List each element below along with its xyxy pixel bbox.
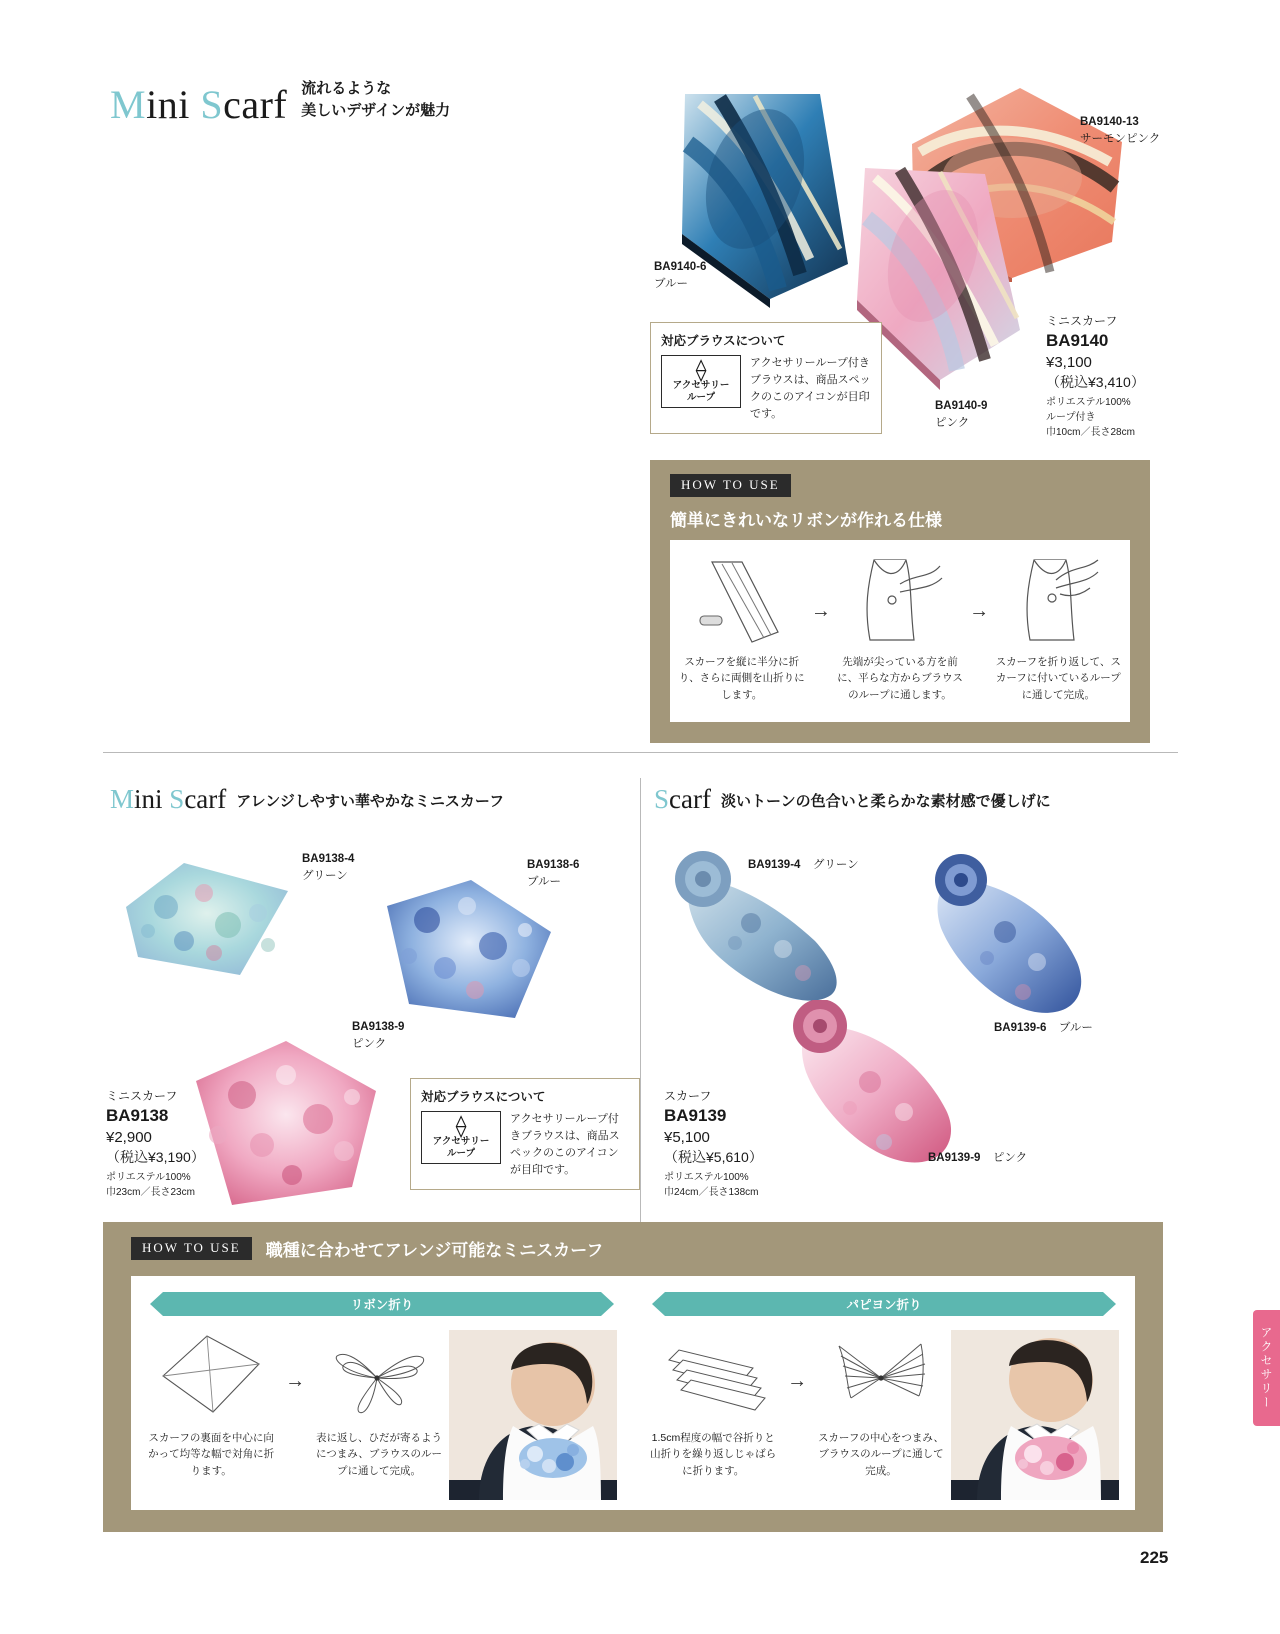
swatch-label-ba9139-6 (994, 1018, 1093, 1037)
swatch-code: BA9138-4 (302, 853, 355, 865)
top-subtitle-line2: 美しいデザインが魅力 (301, 101, 451, 119)
swatch-label-ba9140-9 (935, 398, 987, 431)
swatch-code: BA9138-6 (527, 859, 580, 871)
title-cap-s: S (169, 784, 185, 814)
how-step-2 (817, 1330, 945, 1479)
title-carf: carf (184, 784, 227, 814)
product-spec-size: 巾24cm／長さ138cm (664, 1187, 759, 1199)
loop-info-box-top (650, 322, 882, 434)
loop-icon-label2: ループ (446, 1147, 476, 1159)
how-to-use-panel-top (650, 460, 1150, 743)
how-group-papillon (633, 1276, 1135, 1510)
swatch-code: BA9139-4 (748, 859, 801, 871)
top-section-heading (110, 78, 450, 125)
swatch-label-ba9139-4 (748, 855, 859, 874)
how-step-caption: スカーフの裏面を中心に向かって均等な幅で対角に折ります。 (148, 1432, 275, 1477)
product-spec-size: 巾23cm／長さ23cm (106, 1187, 195, 1199)
how-step-caption: 先端が尖っている方を前に、平らな方からブラウスのループに通します。 (837, 656, 963, 701)
swatch-code: BA9140-6 (654, 261, 707, 273)
how-step-caption: スカーフを縦に半分に折り、さらに両側を山折りにします。 (678, 656, 805, 701)
title-cap-s: S (654, 784, 670, 814)
product-price-tax: （税込¥3,190） (106, 1149, 205, 1166)
top-title (110, 81, 288, 127)
mid-left-heading (110, 786, 504, 813)
loop-glyph: ⟠ (695, 357, 707, 382)
page-number: 225 (1140, 1548, 1169, 1567)
swatch-label-ba9140-13 (1080, 114, 1160, 147)
how-group-band: パピヨン折り (665, 1292, 1103, 1316)
loop-icon-label1: アクセサリー (432, 1136, 490, 1147)
title-cap-m: M (110, 784, 135, 814)
swatch-code: BA9139-9 (928, 1152, 981, 1164)
swatch-color: ブルー (527, 875, 562, 888)
section-divider-horizontal (103, 752, 1178, 753)
arrow-right-icon: → (285, 1370, 306, 1392)
swatch-code: BA9139-6 (994, 1022, 1047, 1034)
loop-icon-label2: ループ (686, 391, 716, 403)
how-to-use-panel-bottom (103, 1222, 1163, 1532)
product-info-ba9138 (106, 1087, 266, 1200)
how-step-caption: スカーフを折り返して、スカーフに付いているループに通して完成。 (995, 656, 1121, 701)
product-price: ¥2,900 (106, 1128, 152, 1146)
swatch-color: グリーン (812, 859, 859, 871)
product-name: スカーフ (664, 1089, 712, 1103)
swatch-label-ba9139-9 (928, 1148, 1027, 1167)
product-price-tax: （税込¥5,610） (664, 1149, 763, 1166)
loop-info-text: アクセサリーループ付きブラウスは、商品スペックのこのアイコンが目印です。 (750, 357, 871, 421)
how-group-ribbon (131, 1276, 633, 1510)
mid-right-subtitle: 淡いトーンの色合いと柔らかな素材感で優しげに (720, 793, 1051, 810)
swatch-color: ピンク (935, 416, 970, 429)
swatch-label-ba9138-6 (527, 857, 579, 890)
product-price-tax: （税込¥3,410） (1046, 374, 1145, 391)
top-title-ini: ini (146, 81, 201, 127)
loop-info-text: アクセサリーループ付きブラウスは、商品スペックのこのアイコンが目印です。 (510, 1113, 620, 1177)
mid-right-heading (654, 786, 1051, 813)
how-step-2 (836, 554, 963, 703)
how-step-caption: 表に返し、ひだが寄るようにつまみ、ブラウスのループに通して完成。 (315, 1432, 443, 1477)
how-photo-papillon (951, 1330, 1119, 1500)
loop-info-heading: 対応ブラウスについて (661, 334, 786, 348)
product-spec-loop: ループ付き (1046, 412, 1096, 424)
product-code: BA9138 (106, 1106, 169, 1125)
swatch-code: BA9140-13 (1080, 116, 1139, 128)
product-photo-ba9138-4 (118, 855, 298, 985)
product-spec-material: ポリエステル100% (1046, 397, 1131, 409)
finish-diagram-icon (998, 554, 1118, 649)
side-tab-accessory[interactable]: アクセサリー (1253, 1310, 1280, 1426)
swatch-color: サーモンピンク (1080, 132, 1161, 145)
how-to-use-heading: 簡単にきれいなリボンが作れる仕様 (670, 511, 942, 530)
swatch-code: BA9138-9 (352, 1021, 405, 1033)
top-subtitle-line1: 流れるような (301, 80, 392, 97)
how-photo-ribbon (449, 1330, 617, 1500)
swatch-code: BA9140-9 (935, 400, 988, 412)
swatch-color: ブルー (1058, 1022, 1093, 1034)
product-info-ba9139 (664, 1087, 824, 1200)
product-code: BA9139 (664, 1106, 727, 1125)
how-step-1 (147, 1330, 275, 1479)
arrow-right-icon: → (810, 600, 831, 622)
how-to-use-tag: HOW TO USE (670, 474, 791, 497)
product-photo-ba9138-6 (375, 872, 560, 1032)
accessory-loop-icon (661, 355, 741, 408)
top-title-carf: carf (223, 81, 288, 127)
fold-diagram-icon (682, 554, 802, 649)
how-step-caption: スカーフの中心をつまみ、ブラウスのループに通して完成。 (817, 1432, 945, 1477)
swatch-label-ba9138-9 (352, 1019, 404, 1052)
swatch-label-ba9140-6 (654, 259, 706, 292)
how-step-caption: 1.5cm程度の幅で谷折りと山折りを繰り返しじゃばらに折ります。 (650, 1432, 777, 1477)
loop-glyph: ⟠ (455, 1113, 467, 1138)
product-info-ba9140 (1046, 312, 1196, 440)
swatch-color: ピンク (992, 1152, 1028, 1164)
section-divider-vertical (640, 778, 641, 1228)
mid-left-title (110, 786, 226, 813)
top-title-cap-m: M (110, 81, 147, 127)
swatch-color: グリーン (302, 869, 348, 882)
arrow-right-icon: → (969, 600, 990, 622)
how-group-band: リボン折り (163, 1292, 601, 1316)
loop-info-box-mid (410, 1078, 640, 1190)
top-title-cap-s: S (200, 81, 224, 127)
product-name: ミニスカーフ (106, 1089, 178, 1103)
loop-info-heading: 対応ブラウスについて (421, 1090, 546, 1104)
how-to-use-tag: HOW TO USE (131, 1237, 252, 1260)
blouse-loop-diagram-icon (840, 554, 960, 649)
how-step-3 (995, 554, 1122, 703)
how-to-use-heading: 職種に合わせてアレンジ可能なミニスカーフ (265, 1241, 604, 1260)
how-step-1 (649, 1330, 777, 1479)
product-price: ¥3,100 (1046, 353, 1092, 371)
how-step-2 (315, 1330, 443, 1479)
product-name: ミニスカーフ (1046, 314, 1118, 328)
product-code: BA9140 (1046, 331, 1109, 350)
swatch-color: ピンク (352, 1037, 387, 1050)
product-price: ¥5,100 (664, 1128, 710, 1146)
product-spec-material: ポリエステル100% (664, 1172, 749, 1184)
how-step-1 (678, 554, 805, 703)
loop-icon-label1: アクセサリー (672, 380, 730, 391)
top-subtitle (301, 78, 450, 125)
title-carf: carf (669, 784, 711, 814)
square-fold-diagram-icon (151, 1330, 271, 1425)
arrow-right-icon: → (787, 1370, 808, 1392)
ribbon-pinch-diagram-icon (319, 1330, 439, 1425)
papillon-fan-diagram-icon (821, 1330, 941, 1425)
accessory-loop-icon (421, 1111, 501, 1164)
product-spec-material: ポリエステル100% (106, 1172, 191, 1184)
product-spec-size: 巾10cm／長さ28cm (1046, 427, 1135, 439)
swatch-label-ba9138-4 (302, 851, 354, 884)
mid-left-subtitle: アレンジしやすい華やかなミニスカーフ (236, 793, 505, 810)
mid-right-title (654, 786, 711, 813)
swatch-color: ブルー (654, 277, 689, 290)
title-ini: ini (134, 784, 170, 814)
accordion-fold-diagram-icon (653, 1330, 773, 1425)
